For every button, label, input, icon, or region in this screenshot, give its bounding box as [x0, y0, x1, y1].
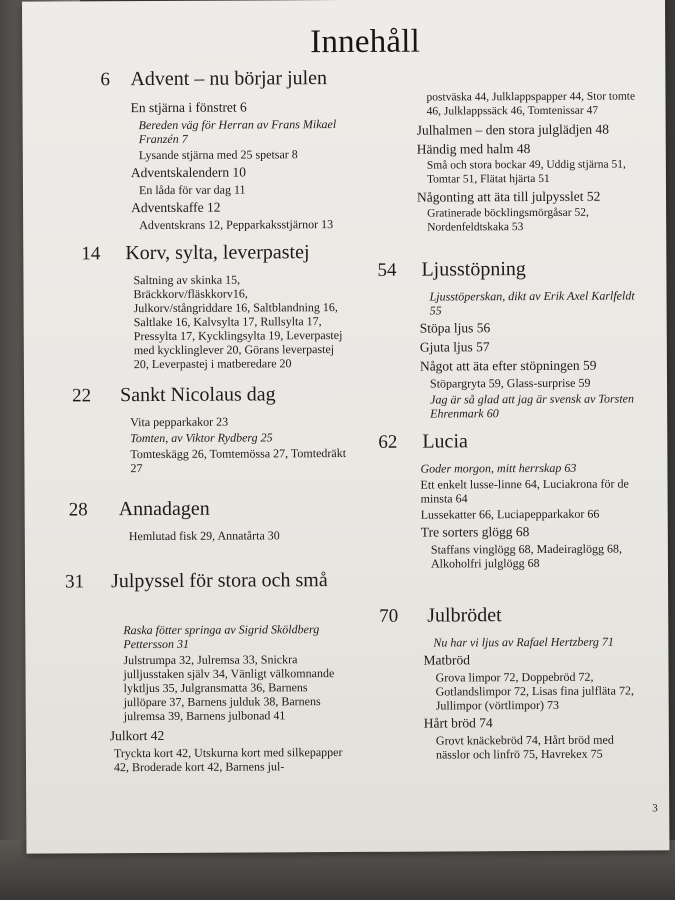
section-header [100, 68, 350, 99]
toc-entry: Julstrumpa 32, Julremsa 33, Snickra julljusstaken själv 34, Vänligt välkomnande lyktljus 35, Julgransmatta 36, Barnens jullöpare 37, Barnens julduk 38, Barnens julremsa 39, Barnens julbonad 41 [123, 652, 335, 724]
toc-entry: Julhalmen – den stora julglädjen 48 [416, 121, 610, 138]
section-page-number: 6 [100, 69, 110, 91]
section-entries [109, 622, 350, 775]
toc-entry: Julkort 42 [109, 727, 165, 744]
section-lucia [378, 430, 651, 572]
toc-entry: Ett enkelt lusse-linne 64, Luciakrona för de minsta 64 [420, 476, 629, 506]
toc-entry: Lussekatter 66, Luciapepparkakor 66 [420, 506, 600, 522]
page-title: Innehåll [310, 23, 421, 61]
toc-entry: Grova limpor 72, Doppebröd 72, Gotlandslimpor 72, Lisas fina julfläta 72, Jullimpor (vörtlimpor) 73 [435, 669, 634, 713]
toc-entry: Tomten, av Viktor Rydberg 25 [130, 430, 273, 446]
section-header [69, 498, 353, 529]
section-nicolaus [72, 384, 352, 477]
section-page-number: 70 [379, 605, 399, 627]
section-entries [131, 98, 352, 232]
toc-entry: Små och stora bockar 49, Uddig stjärna 51, Tomtar 51, Flätat hjärta 51 [426, 158, 626, 186]
section-title: Advent – nu börjar julen [130, 67, 328, 91]
toc-entry: Tre sorters glögg 68 [420, 524, 530, 540]
section-entries [416, 90, 649, 234]
section-entries [420, 288, 649, 420]
toc-entry: Goder morgon, mitt herrskap 63 [420, 460, 577, 476]
section-page-number: 14 [81, 243, 101, 265]
toc-entry: En stjärna i fönstret 6 [130, 99, 247, 116]
toc-entry: Jag är så glad att jag är svensk av Torsten Ehrenmark 60 [430, 391, 635, 421]
book-page [22, 0, 669, 854]
section-header [379, 604, 651, 635]
section-title: Lucia [422, 430, 468, 453]
section-julpyssel [65, 570, 354, 777]
toc-entry: Raska fötter springa av Sigrid Sköldberg Pettersson 31 [123, 622, 320, 652]
toc-entry: Tryckta kort 42, Utskurna kort med silkepapper 42, Broderade kort 42, Barnens jul- [113, 745, 343, 775]
section-julbrodet [379, 604, 652, 763]
section-title: Sankt Nicolaus dag [120, 383, 276, 407]
section-title: Julbrödet [427, 604, 502, 627]
section-entries [423, 634, 650, 761]
page-number: 3 [652, 802, 658, 815]
section-page-number: 54 [377, 259, 397, 281]
toc-entry: Stöpa ljus 56 [419, 320, 491, 336]
section-page-number: 28 [68, 499, 88, 521]
toc-entry: Någonting att äta till julpysslet 52 [416, 188, 601, 205]
section-title: Annadagen [118, 497, 210, 521]
toc-entry: Saltning av skinka 15, Bräckkorv/fläskkorv16, Julkorv/stångriddare 16, Saltblandning 16, Saltlake 16, Kalvsylta 17, Rullsylta 17, Pressylta 17, Kycklingsylta 19, Leverpastej med kycklinglever 20, Görans leverpastej 20, Leverpastej i matberedare 20 [133, 272, 343, 372]
toc-entry: Adventskalendern 10 [130, 164, 247, 181]
section-ljusstopning [377, 258, 650, 422]
toc-entry: Bereden väg för Herran av Frans Mikael Franzén 7 [138, 117, 337, 147]
toc-entry: Hårt bröd 74 [423, 715, 493, 731]
toc-entry: Hemlutad fisk 29, Annatårta 30 [128, 528, 280, 544]
section-header [65, 570, 353, 624]
section-entries [420, 460, 647, 570]
section-entries [133, 272, 348, 371]
toc-entry: Tomteskägg 26, Tomtemössa 27, Tomtedräkt 27 [130, 445, 347, 476]
section-title: Julpyssel för stora och små [110, 569, 328, 593]
section-page-number: 31 [64, 571, 85, 593]
toc-entry: Gratinerade böcklingsmörgåsar 52, Nordenfeldtskaka 53 [427, 206, 589, 234]
section-annadagen [69, 498, 353, 545]
toc-entry: postväska 44, Julklappspapper 44, Stor tomte 46, Julklappssäck 46, Tomtenissar 47 [426, 90, 636, 118]
toc-entry: Matbröd [423, 652, 470, 668]
section-entries [130, 414, 348, 475]
section-page-number: 62 [378, 431, 398, 453]
section-header [378, 430, 650, 461]
toc-entry: Gjuta ljus 57 [419, 339, 490, 355]
toc-entry: Grovt knäckebröd 74, Hårt bröd med nässlor och linfrö 75, Havrekex 75 [435, 732, 614, 762]
section-title: Korv, sylta, leverpastej [125, 241, 310, 265]
toc-entry: Lysande stjärna med 25 spetsar 8 [138, 147, 298, 163]
toc-entry: Staffans vinglögg 68, Madeiraglögg 68, Alkoholfri julglögg 68 [430, 541, 623, 571]
toc-entry: Något att äta efter stöpningen 59 [419, 357, 597, 374]
section-korv [81, 242, 352, 373]
section-title: Ljusstöpning [421, 258, 526, 281]
section-header [81, 242, 351, 273]
toc-entry: Adventskaffe 12 [131, 199, 221, 216]
toc-entry: Stöpargryta 59, Glass-surprise 59 [429, 375, 591, 391]
toc-entry: En låda för var dag 11 [138, 182, 246, 198]
toc-entry: Händig med halm 48 [416, 141, 531, 157]
toc-entry: Vita pepparkakor 23 [130, 414, 229, 430]
section-advent [100, 68, 351, 234]
section-continued [416, 90, 649, 236]
section-page-number: 22 [72, 385, 92, 407]
section-header [377, 258, 649, 289]
toc-entry: Adventskrans 12, Pepparkaksstjärnor 13 [139, 217, 334, 233]
section-header [72, 384, 352, 415]
toc-entry: Ljusstöperskan, dikt av Erik Axel Karlfeldt 55 [429, 288, 635, 318]
section-entries [129, 528, 349, 543]
toc-entry: Nu har vi ljus av Rafael Hertzberg 71 [433, 634, 614, 650]
